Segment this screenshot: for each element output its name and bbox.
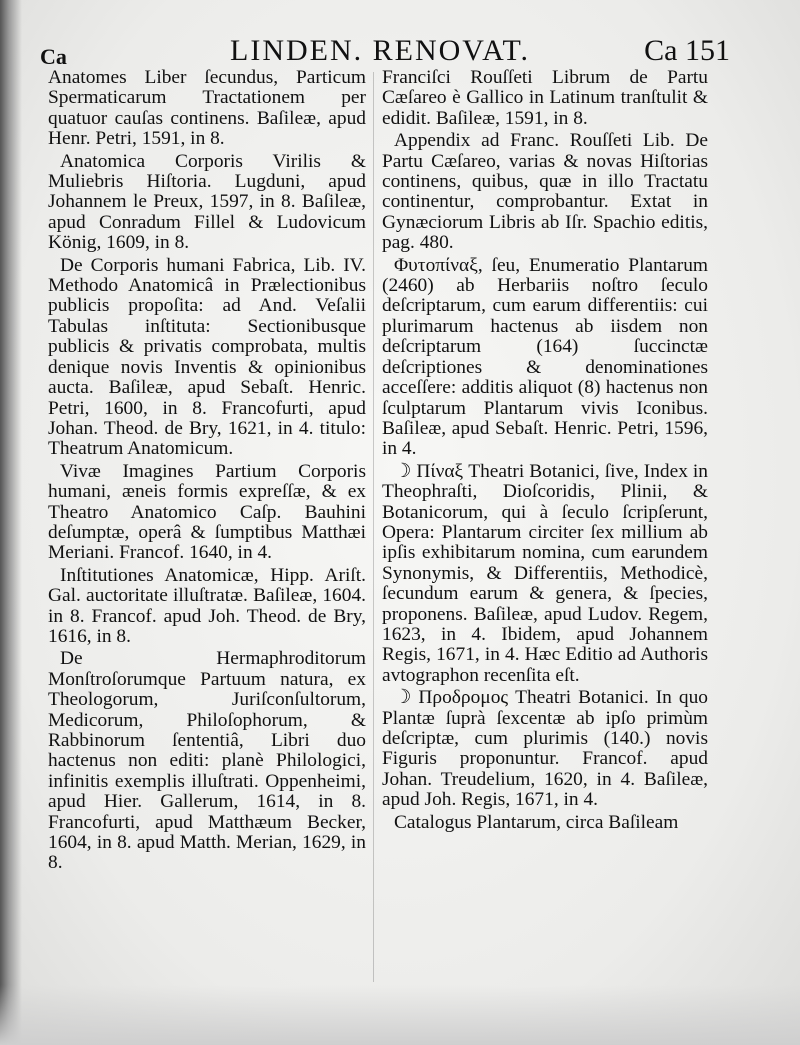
left-column [48, 68, 366, 876]
header-page-number: Ca 151 [644, 34, 730, 67]
bibliography-entry: Vivæ Imagines Partium Corporis humani, æneis formis expreſſæ, & ex Theatro Anatomico Caſp. Bauhini deſumptæ, operâ & ſumptibus Matthæi Meriani. Francof. 1640, in 4. [48, 460, 366, 564]
bibliography-entry: Catalogus Plantarum, circa Baſileam [394, 811, 679, 833]
header-guide-word: Ca [40, 44, 67, 69]
bibliography-entry: De Corporis humani Fabrica, Lib. IV. Methodo Anatomicâ in Prælectionibus publicis propoſita: ad And. Veſalii Tabulas inſtituta: Sectionibusque publicis & privatis comprobata, multis denique novis Inventis & opinionibus aucta. Baſileæ, apud Sebaſt. Henric. Petri, 1600, in 8. Francofurti, apud Johan. Theod. de Bry, 1621, in 4. titulo: Theatrum Anatomicum. [48, 254, 366, 460]
right-column [382, 68, 708, 835]
page-bottom-shadow [0, 985, 800, 1045]
bibliography-entry: De Hermaphroditorum Monſtroſorumque Partuum natura, ex Theologorum, Juriſconſultorum, Medicorum, Philoſophorum, & Rabbinorum ſententiâ, Libri duo hactenus non editi: planè Philologici, infinitis exemplis illuſtrati. Oppenheimi, apud Hier. Gallerum, 1614, in 8. Francofurti, apud Matthæum Becker, 1604, in 8. apud Matth. Merian, 1629, in 8. [48, 648, 366, 874]
bibliography-entry: Franciſci Rouſſeti Librum de Partu Cæſareo è Gallico in Latinum tranſtulit & edidit. Baſileæ, 1591, in 8. [382, 67, 708, 129]
bibliography-entry: ☽ Πίναξ Theatri Botanici, ſive, Index in Theophraſti, Dioſcoridis, Plinii, & Botanicorum, qui à ſeculo ſcripſerunt, Opera: Plantarum circiter ſex millium ab ipſis exhibitarum nomina, cum earundem Synonymis, & Differentiis, Methodicè, ſecundum earum & genera, & ſpecies, proponens. Baſileæ, apud Ludov. Regem, 1623, in 4. Ibidem, apud Johannem Regis, 1671, in 4. Hæc Editio ad Authoris avtographon recenſita eſt. [382, 460, 708, 686]
header-title: LINDEN. RENOVAT. [230, 34, 531, 67]
bibliography-entry: Anatomes Liber ſecundus, Particum Spermaticarum Tractationem per quatuor cauſas continens. Baſileæ, apud Henr. Petri, 1591, in 8. [48, 67, 366, 150]
bibliography-entry: Appendix ad Franc. Rouſſeti Lib. De Partu Cæſareo, varias & novas Hiſtorias continens, quibus, quæ in illo Tractatu continentur, comprobantur. Extat in Gynæciorum Libris ab Iſr. Spachio editis, pag. 480. [382, 130, 708, 254]
bibliography-entry: Inſtitutiones Anatomicæ, Hipp. Ariſt. Gal. auctoritate illuſtratæ. Baſileæ, 1604. in 8. Francof. apud Joh. Theod. de Bry, 1616, in 8. [48, 564, 366, 647]
running-header [40, 30, 730, 68]
bibliography-entry: Anatomica Corporis Virilis & Muliebris Hiſtoria. Lugduni, apud Johannem le Preux, 1597, in 8. Baſileæ, apud Conradum Fillel & Ludovicum König, 1609, in 8. [48, 150, 366, 254]
bibliography-entry: Φυτοπίναξ, ſeu, Enumeratio Plantarum (2460) ab Herbariis noſtro ſeculo deſcriptarum, cum earum differentiis: cui plurimarum hactenus ab iisdem non deſcriptarum (164) ſuccinctæ deſcriptiones & denominationes acceſſere: additis aliquot (8) hactenus non ſculptarum Plantarum vivis Iconibus. Baſileæ, apud Sebaſt. Henric. Petri, 1596, in 4. [382, 254, 708, 460]
bibliography-entry: ☽ Προδρομος Theatri Botanici. In quo Plantæ ſuprà ſexcentæ ab ipſo primùm deſcriptæ, cum plurimis (140.) novis Figuris proponuntur. Francof. apud Johan. Treudelium, 1620, in 4. Baſileæ, apud Joh. Regis, 1671, in 4. [382, 687, 708, 811]
gutter-shadow [0, 0, 22, 1045]
column-divider [373, 72, 374, 982]
